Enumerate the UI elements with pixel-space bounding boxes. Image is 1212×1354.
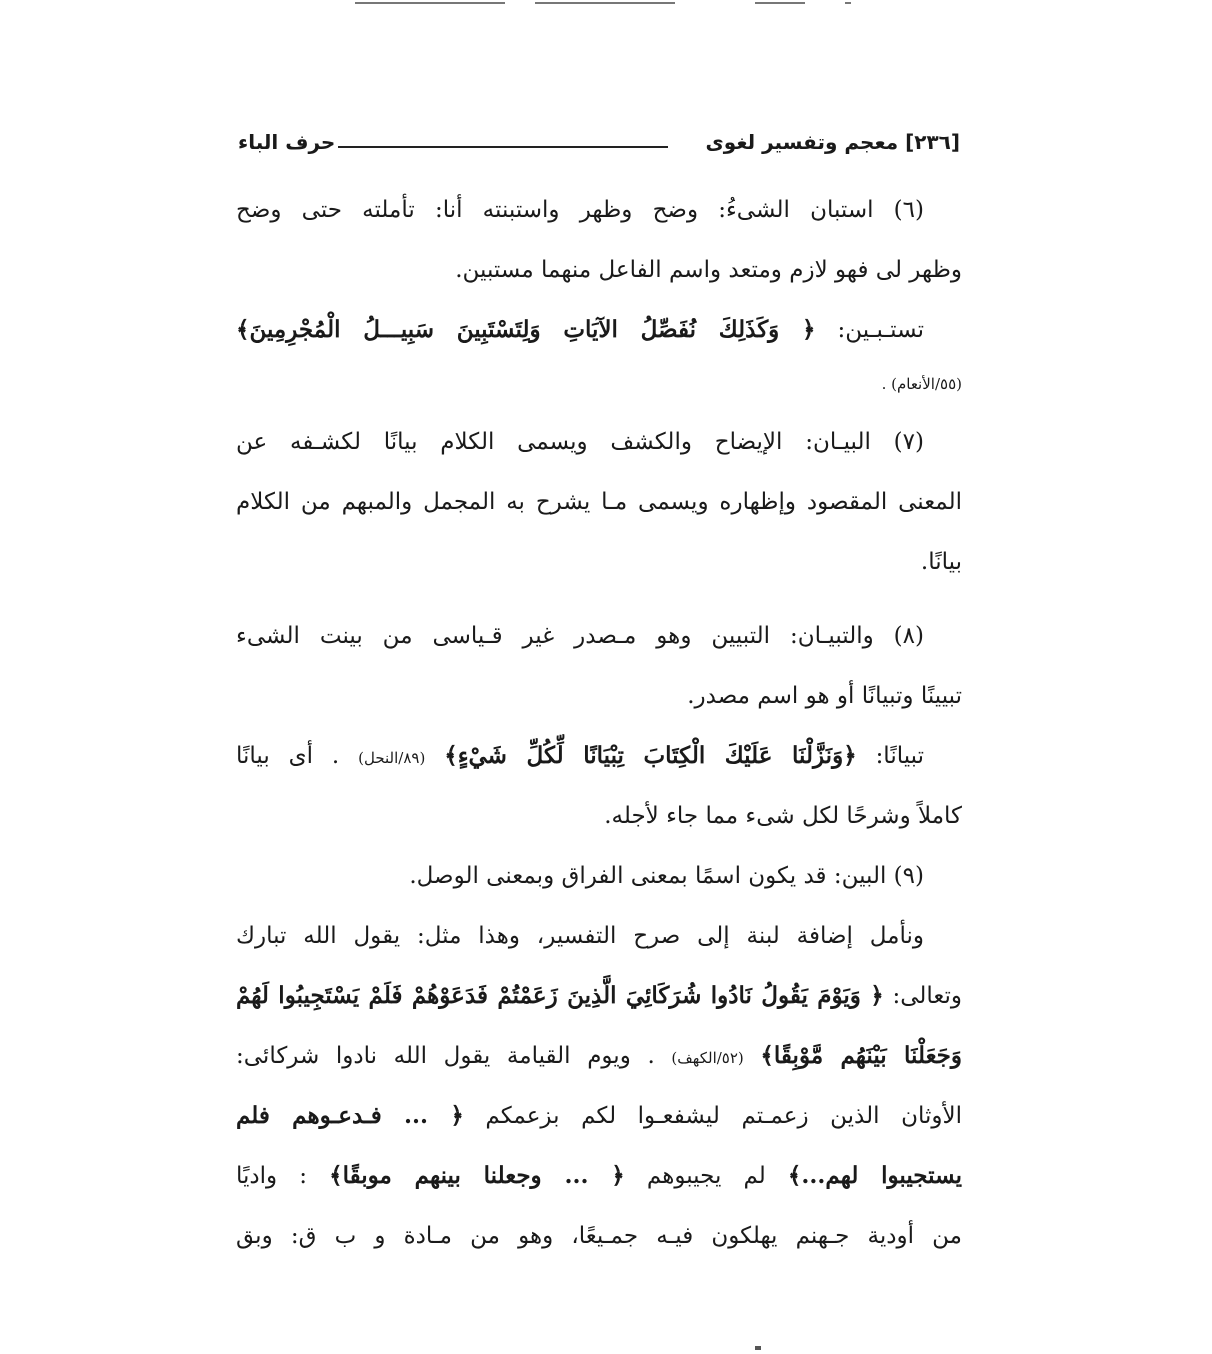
quran-verse: ﴿ وَيَوْمَ يَقُولُ نَادُوا شُرَكَائِيَ الَّذِينَ زَعَمْتُمْ فَدَعَوْهُمْ فَلَمْ يَسْتَجِيبُوا لَهُمْ — [236, 982, 884, 1009]
text-line — [236, 1026, 962, 1086]
text-line — [236, 966, 962, 1026]
text-line: كاملاً وشرحًا لكل شىء مما جاء لأجله. — [604, 803, 962, 829]
text-span: الأوثان الذين زعمـتم ليشفعـوا لكم بزعمكم — [485, 1103, 962, 1129]
text-line: تبيينًا وتبيانًا أو هو اسم مصدر. — [687, 683, 962, 709]
quran-verse: وَجَعَلْنَا بَيْنَهُم مَّوْبِقًا﴾ — [760, 1042, 962, 1069]
header-rule — [338, 146, 668, 148]
text-line — [236, 1086, 962, 1146]
text-line: (٧) البيـان: الإيضاح والكشف ويسمى الكلام بيانًا لكشـفه عن — [236, 429, 924, 455]
text-line: (٦) استبان الشىءُ: وضح وظهر واستبنته أنا: تأملته حتى وضح — [236, 197, 924, 223]
text-line — [236, 726, 962, 786]
quran-verse: ﴿ وَكَذَلِكَ نُفَصِّلُ الآيَاتِ وَلِتَسْتَبِينَ سَبِيـــلُ الْمُجْرِمِينَ﴾ — [236, 316, 816, 343]
page-title: [٢٣٦] معجم وتفسير لغوى — [705, 130, 960, 154]
text-line — [236, 300, 962, 360]
text-line: بيانًا. — [920, 549, 962, 575]
text-line: (٩) البين: قد يكون اسمًا بمعنى الفراق وبمعنى الوصل. — [409, 863, 924, 889]
lead-word: تستـبـين: — [837, 317, 924, 343]
text-line: ونأمل إضافة لبنة إلى صرح التفسير، وهذا مثل: يقول الله تبارك — [236, 923, 924, 949]
text-line: (٨) والتبيـان: التبيين وهو مـصدر غير قـياسى من بينت الشىء — [236, 623, 924, 649]
quran-verse: ﴿وَنَزَّلْنَا عَلَيْكَ الْكِتَابَ تِبْيَانًا لِّكُلِّ شَيْءٍ﴾ — [444, 742, 857, 769]
text-line: المعنى المقصود وإظهاره ويسمى مـا يشرح به المجمل والمبهم من الكلام — [236, 489, 962, 515]
text-line — [236, 1146, 962, 1206]
scan-artifact-bottom — [755, 1346, 761, 1350]
lead-word: وتعالى: — [892, 983, 962, 1009]
page-header — [238, 128, 960, 164]
scan-artifact-top — [355, 0, 915, 6]
chapter-title: حرف الباء — [238, 130, 336, 154]
verse-reference-line — [236, 360, 962, 412]
quran-verse: ﴿ ... وجعلنا بينهم موبقًا﴾ — [329, 1162, 625, 1189]
text-span: لم يجيبوهم — [646, 1163, 766, 1189]
text-line: من أودية جـهنم يهلكون فيـه جمـيعًا، وهو من مـادة و ب ق: وبق — [236, 1223, 962, 1249]
page-body — [236, 180, 962, 1266]
text-span: . أى بيانًا — [236, 743, 340, 769]
lead-word: تبيانًا: — [875, 743, 925, 769]
quran-verse: ﴿ ... فـدعـوهم فلم — [236, 1102, 464, 1129]
text-span: : واديًا — [236, 1163, 308, 1189]
verse-reference: (٨٩/النحل) — [358, 749, 426, 767]
text-line: وظهر لى فهو لازم ومتعد واسم الفاعل منهما مستبين. — [455, 257, 962, 283]
verse-reference: (٥٢/الكهف) — [671, 1049, 744, 1067]
verse-reference: (٥٥/الأنعام) . — [881, 375, 962, 393]
quran-verse: يستجيبوا لهم...﴾ — [787, 1162, 962, 1189]
text-span: . ويوم القيامة يقول الله نادوا شركائى: — [236, 1043, 655, 1069]
